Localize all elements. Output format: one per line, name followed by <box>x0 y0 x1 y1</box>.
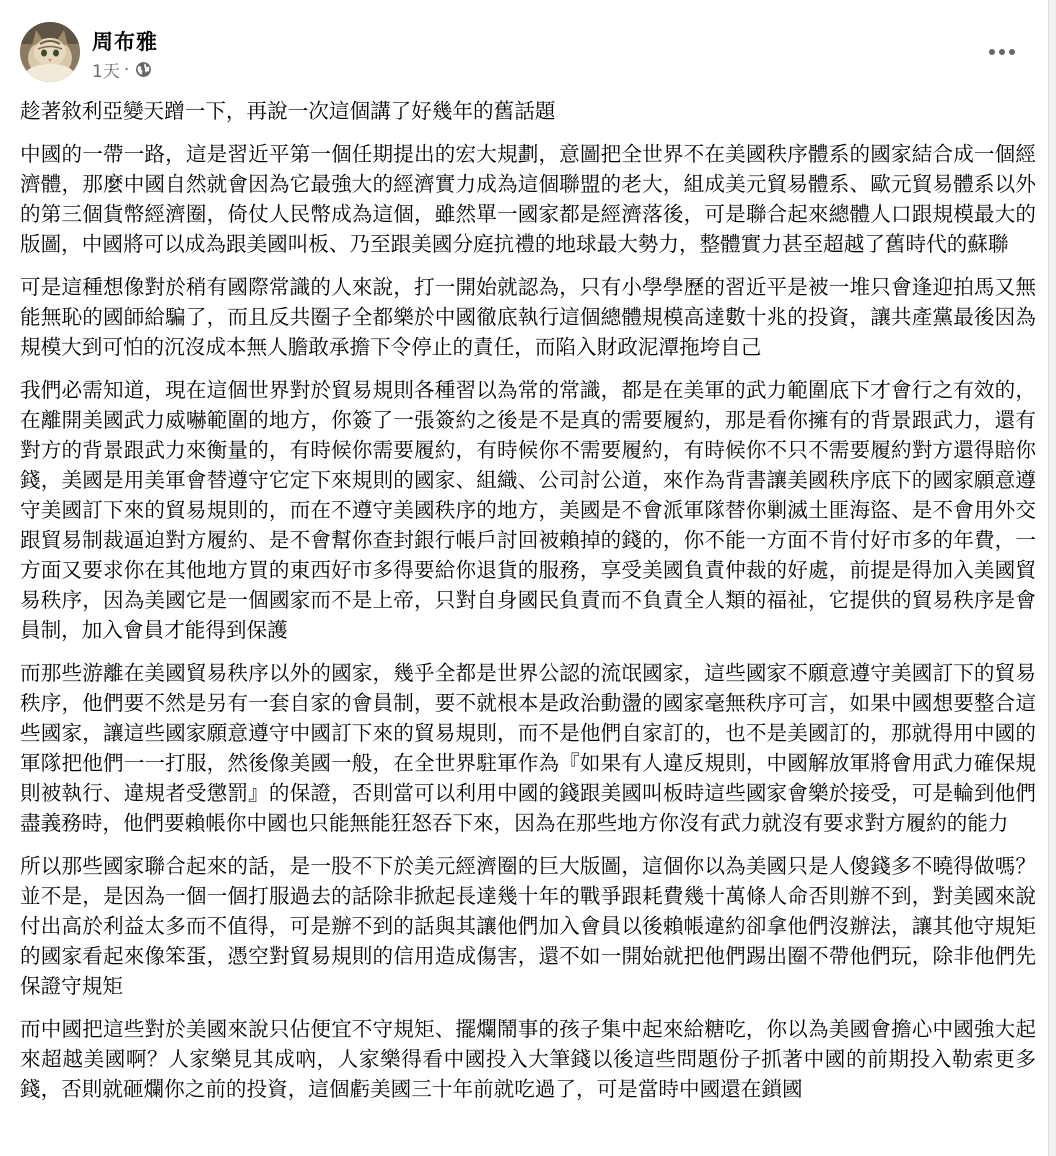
post-paragraph: 可是這種想像對於稍有國際常識的人來說，打一開始就認為，只有小學學歷的習近平是被一堆只會逢迎拍馬又無能無恥的國師給騙了，而且反共圈子全都樂於中國徹底執行這個總體規模高達數十兆的投資，讓共產黨最後因為規模大到可怕的沉沒成本無人膽敢承擔下令停止的責任，而陷入財政泥潭拖垮自己 <box>20 275 1036 359</box>
post-meta <box>92 57 152 82</box>
post-paragraph: 而中國把這些對於美國來說只佔便宜不守規矩、擺爛鬧事的孩子集中起來給糖吃，你以為美國會擔心中國強大起來超越美國啊？人家樂見其成吶，人家樂得看中國投入大筆錢以後這些問題份子抓著中國的前期投入勒索更多錢，否則就砸爛你之前的投資，這個虧美國三十年前就吃過了，可是當時中國還在鎖國 <box>20 1017 1036 1101</box>
meta-separator: · <box>123 59 130 80</box>
post-paragraph: 趁著敘利亞變天蹭一下，再說一次這個講了好幾年的舊話題 <box>20 99 556 123</box>
globe-icon[interactable] <box>135 61 152 78</box>
post-paragraph: 所以那些國家聯合起來的話，是一股不下於美元經濟圈的巨大版圖，這個你以為美國只是人傻錢多不曉得做嗎？並不是，是因為一個一個打服過去的話除非掀起長達幾十年的戰爭跟耗費幾十萬條人命否則辦不到，對美國來說付出高於利益太多而不值得，可是辦不到的話與其讓他們加入會員以後賴帳違約卻拿他們沒辦法，讓其他守規矩的國家看起來像笨蛋，憑空對貿易規則的信用造成傷害，還不如一開始就把他們踢出圈不帶他們玩，除非他們先保證守規矩 <box>20 854 1036 998</box>
post-paragraph: 而那些游離在美國貿易秩序以外的國家，幾乎全都是世界公認的流氓國家，這些國家不願意遵守美國訂下的貿易秩序，他們要不然是另有一套自家的會員制，要不就根本是政治動盪的國家毫無秩序可言，如果中國想要整合這些國家，讓這些國家願意遵守中國訂下來的貿易規則，而不是他們自家訂的，也不是美國訂的，那就得用中國的軍隊把他們一一打服，然後像美國一般，在全世界駐軍作為『如果有人違反規則，中國解放軍將會用武力確保規則被執行、違規者受懲罰』的保證，否則當可以利用中國的錢跟美國叫板時這些國家會樂於接受，可是輪到他們盡義務時，他們要賴帳你中國也只能無能狂怒吞下來，因為在那些地方你沒有武力就沒有要求對方履約的能力 <box>20 661 1036 835</box>
post-text <box>20 96 1036 1117</box>
cat-avatar-image <box>20 22 80 82</box>
post-paragraph: 我們必需知道，現在這個世界對於貿易規則各種習以為常的常識，都是在美軍的武力範圍底下才會行之有效的，在離開美國武力威嚇範圍的地方，你簽了一張簽約之後是不是真的需要履約，那是看你擁有的背景跟武力，還有對方的背景跟武力來衡量的，有時候你需要履約，有時候你不需要履約，有時候你不只不需要履約對方還得賠你錢，美國是用美軍會替遵守它定下來規則的國家、組織、公司討公道，來作為背書讓美國秩序底下的國家願意遵守美國訂下來的貿易規則的，而在不遵守美國秩序的地方，美國是不會派軍隊替你剿滅土匪海盜、是不會用外交跟貿易制裁逼迫對方履約、是不會幫你查封銀行帳戶討回被賴掉的錢的，你不能一方面不肯付好市多的年費，一方面又要求你在其他地方買的東西好市多得要給你退貨的服務，享受美國負責仲裁的好處，前提是得加入美國貿易秩序，因為美國它是一個國家而不是上帝，只對自身國民負責而不負責全人類的福祉，它提供的貿易秩序是會員制，加入會員才能得到保護 <box>20 378 1036 642</box>
avatar[interactable] <box>20 22 80 82</box>
post-header <box>20 22 1028 86</box>
more-horizontal-icon <box>988 48 1016 56</box>
more-options-button[interactable] <box>984 34 1020 70</box>
post-timestamp[interactable]: 1天 <box>92 62 120 82</box>
author-name[interactable]: 周布雅 <box>92 30 158 54</box>
post-paragraph: 中國的一帶一路，這是習近平第一個任期提出的宏大規劃，意圖把全世界不在美國秩序體系的國家結合成一個經濟體，那麼中國自然就會因為它最強大的經濟實力成為這個聯盟的老大，組成美元貿易體系、歐元貿易體系以外的第三個貨幣經濟圈，倚仗人民幣成為這個，雖然單一國家都是經濟落後，可是聯合起來總體人口跟規模最大的版圖，中國將可以成為跟美國叫板、乃至跟美國分庭抗禮的地球最大勢力，整體實力甚至超越了舊時代的蘇聯 <box>20 142 1036 256</box>
